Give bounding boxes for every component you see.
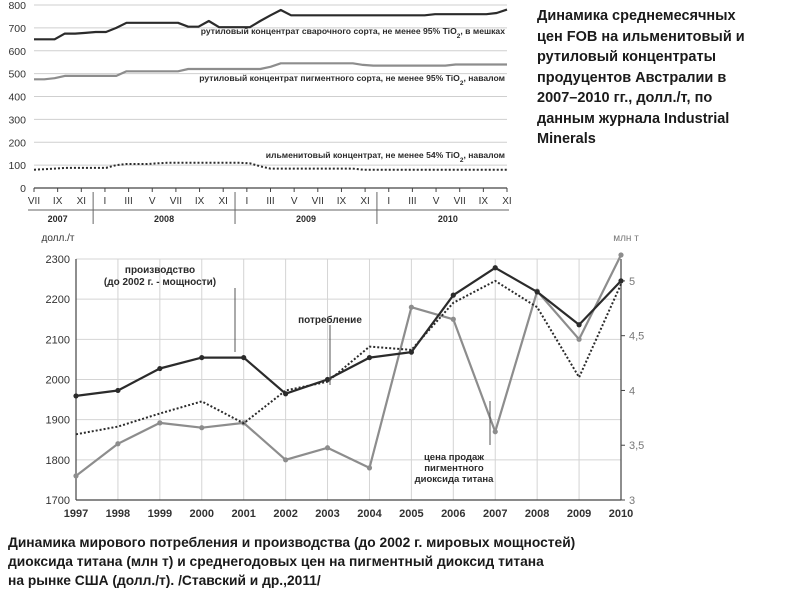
data-point [493, 429, 498, 434]
y-right-axis-label: млн т [613, 233, 639, 244]
data-point [325, 377, 330, 382]
y-right-tick-label: 4,5 [629, 330, 645, 343]
caption-top-line: 2007–2010 гг., долл./т, по [537, 90, 713, 106]
price-label: пигментного [424, 463, 484, 474]
month-tick-label: V [432, 196, 440, 207]
data-point [199, 355, 204, 360]
x-tick-label: 1999 [147, 508, 173, 520]
y-tick-label: 500 [8, 68, 26, 81]
data-point [493, 265, 498, 270]
caption-top-line: Minerals [537, 131, 596, 147]
month-tick-label: VII [311, 196, 324, 207]
y-left-axis-label: долл./т [41, 233, 75, 244]
month-tick-label: I [103, 196, 107, 207]
data-point [283, 457, 288, 462]
data-point [451, 293, 456, 298]
data-point [618, 278, 623, 283]
y-right-tick-label: 3 [629, 495, 636, 507]
caption-top-line: Динамика среднемесячных [537, 8, 736, 24]
y-right-tick-label: 5 [629, 275, 636, 288]
data-point [367, 355, 372, 360]
month-tick-label: XI [76, 196, 87, 207]
caption-top-line: рутиловый концентраты [537, 49, 716, 65]
month-tick-label: IX [478, 196, 489, 207]
data-point [199, 425, 204, 430]
y-tick-label: 300 [8, 114, 26, 127]
y-tick-label: 700 [8, 22, 26, 35]
series-line [76, 281, 621, 434]
month-tick-label: XI [360, 196, 370, 207]
x-tick-label: 2003 [315, 508, 340, 520]
data-point [115, 441, 120, 446]
month-tick-label: III [266, 196, 275, 207]
x-tick-label: 2001 [231, 508, 256, 520]
y-tick-label: 800 [8, 0, 26, 12]
month-tick-label: I [387, 196, 391, 207]
x-tick-label: 2008 [524, 508, 550, 520]
month-tick-label: XI [502, 196, 512, 207]
x-tick-label: 2006 [441, 508, 466, 520]
caption-top-line: цен FOB на ильменитовый и [537, 28, 745, 45]
x-tick-label: 1998 [105, 508, 131, 520]
x-tick-label: 2004 [357, 508, 382, 520]
data-point [618, 252, 623, 257]
month-tick-label: IX [52, 196, 63, 207]
y-tick-label: 0 [20, 183, 26, 195]
price-label: диоксида титана [414, 474, 494, 485]
series-label: ильменитовый концентрат, не менее 54% TiO$_2$, навалом [265, 150, 505, 164]
caption-bottom-line: Динамика мирового потребления и производства (до 2002 г. мировых мощностей) [8, 535, 576, 550]
month-tick-label: III [408, 196, 417, 207]
year-label: 2008 [154, 214, 175, 224]
y-left-tick-label: 1700 [45, 495, 70, 507]
price-label: цена продаж [423, 452, 485, 463]
data-point [367, 465, 372, 470]
data-point [73, 473, 78, 478]
y-left-tick-label: 2000 [45, 374, 70, 387]
data-point [409, 350, 414, 355]
caption-bottom-line: диоксида титана (млн т) и среднегодовых цен на пигментный диоксид титана [8, 554, 544, 569]
year-label: 2010 [437, 214, 458, 224]
x-tick-label: 1997 [63, 508, 89, 520]
y-left-tick-label: 2200 [45, 294, 70, 307]
data-point [451, 317, 456, 322]
y-tick-label: 600 [8, 45, 26, 58]
month-tick-label: IX [336, 196, 347, 207]
data-point [409, 305, 414, 310]
data-point [73, 393, 78, 398]
month-tick-label: V [148, 196, 156, 207]
year-label: 2009 [295, 214, 316, 224]
y-left-tick-label: 2300 [45, 254, 70, 266]
data-point [283, 391, 288, 396]
year-label: 2007 [47, 214, 68, 224]
series-line [34, 163, 507, 170]
x-tick-label: 2010 [608, 508, 634, 520]
data-point [241, 355, 246, 360]
caption-bottom-line: на рынке США (долл./т). /Ставский и др.,2011/ [8, 573, 321, 588]
production-label: (до 2002 г. - мощности) [103, 277, 217, 288]
production-label: производство [124, 265, 196, 276]
data-point [535, 289, 540, 294]
series-label: рутиловый концентрат сварочного сорта, не менее 95% TiO$_2$, в мешках [200, 26, 505, 40]
x-tick-label: 2002 [273, 508, 298, 520]
y-right-tick-label: 4 [629, 385, 636, 398]
data-point [576, 337, 581, 342]
world-tio2-chart [0, 225, 650, 530]
month-tick-label: III [124, 196, 133, 207]
y-left-tick-label: 1900 [45, 414, 70, 427]
data-point [115, 388, 120, 393]
data-point [157, 420, 162, 425]
caption-top-line: данным журнала Industrial [537, 110, 730, 127]
month-tick-label: VII [453, 196, 466, 207]
month-tick-label: IX [194, 196, 205, 207]
data-point [576, 322, 581, 327]
x-tick-label: 2009 [566, 508, 592, 520]
caption-top-line: продуцентов Австралии в [537, 69, 727, 86]
consumption-label: потребление [298, 315, 362, 326]
data-point [157, 366, 162, 371]
caption-bottom [8, 533, 798, 590]
caption-top [537, 6, 799, 150]
y-left-tick-label: 1800 [45, 454, 70, 467]
series-label: рутиловый концентрат пигментного сорта, не менее 95% TiO$_2$, навалом [199, 73, 505, 87]
month-tick-label: I [245, 196, 249, 207]
x-tick-label: 2005 [399, 508, 424, 520]
month-tick-label: XI [218, 196, 228, 207]
y-tick-label: 200 [8, 137, 26, 150]
x-tick-label: 2000 [189, 508, 215, 520]
x-tick-label: 2007 [482, 508, 508, 520]
month-tick-label: V [290, 196, 298, 207]
y-tick-label: 100 [8, 160, 26, 173]
data-point [325, 445, 330, 450]
month-tick-label: VII [169, 196, 183, 207]
y-right-tick-label: 3,5 [629, 440, 645, 453]
y-tick-label: 400 [8, 91, 26, 104]
y-left-tick-label: 2100 [45, 334, 70, 347]
month-tick-label: VII [27, 196, 41, 207]
price-chart-2007-2010 [0, 0, 530, 225]
